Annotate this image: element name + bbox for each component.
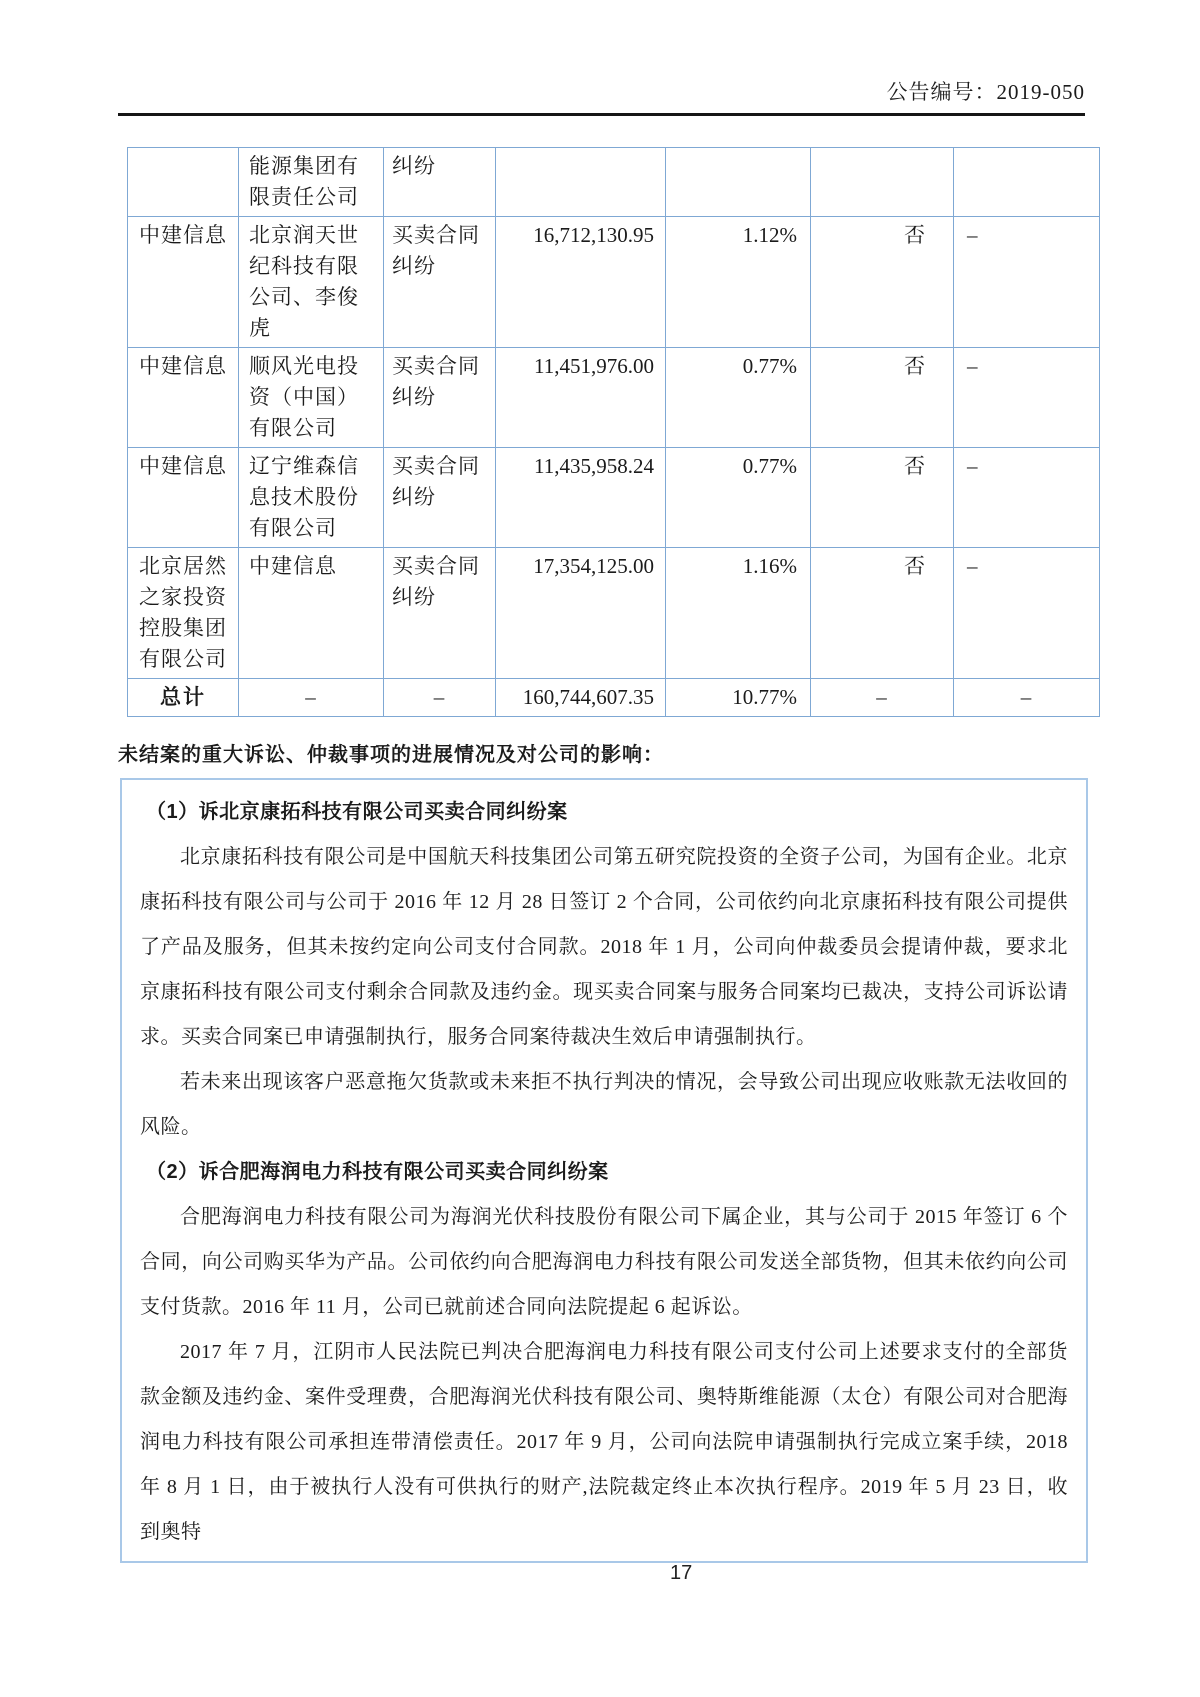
table-cell [128,148,239,217]
case-paragraph: 2017 年 7 月，江阴市人民法院已判决合肥海润电力科技有限公司支付公司上述要求支付的全部货款金额及违约金、案件受理费，合肥海润光伏科技有限公司、奥特斯维能源（太仓）有限公司对合肥海润电力科技有限公司承担连带清偿责任。2017 年 9 月，公司向法院申请强制执行完成立案手续，2018 年 8 月 1 日，由于被执行人没有可供执行的财产,法院裁定终止本次执行程序。2019 年 5 月 23 日，收到奥特 [140,1341,1068,1543]
table-cell: 16,712,130.95 [496,217,666,348]
table-cell: – [954,348,1100,448]
table-cell: 中建信息 [128,217,239,348]
table-cell: 否 [811,548,954,679]
table-cell: 1.16% [666,548,811,679]
table-cell [666,148,811,217]
table-cell: 11,451,976.00 [496,348,666,448]
table-cell: 10.77% [666,679,811,717]
announcement-number: 公告编号：2019-050 [886,80,1085,104]
litigation-progress-box [120,778,1088,1563]
table-cell: – [954,217,1100,348]
table-cell: 否 [811,217,954,348]
table-total-row [128,679,1100,717]
table-cell [496,148,666,217]
table-cell: – [384,679,496,717]
table-cell: – [954,448,1100,548]
table-cell: 辽宁维森信息技术股份有限公司 [239,448,384,548]
table-cell: 买卖合同纠纷 [384,217,496,348]
table-row [128,148,1100,217]
case-paragraph: 若未来出现该客户恶意拖欠货款或未来拒不执行判决的情况，会导致公司出现应收账款无法收回的风险。 [140,1071,1068,1138]
table-cell: – [811,679,954,717]
table-cell [954,148,1100,217]
table-cell: 北京润天世纪科技有限公司、李俊虎 [239,217,384,348]
case-heading: （1）诉北京康拓科技有限公司买卖合同纠纷案 [146,801,568,823]
lawsuit-table-body [128,148,1100,717]
header-rule [118,113,1085,116]
table-cell: 总计 [128,679,239,717]
table-cell: 11,435,958.24 [496,448,666,548]
table-cell: – [954,548,1100,679]
table-row [128,548,1100,679]
table-cell: 否 [811,448,954,548]
page-number: 17 [670,1562,693,1584]
case-paragraph: 北京康拓科技有限公司是中国航天科技集团公司第五研究院投资的全资子公司，为国有企业。北京康拓科技有限公司与公司于 2016 年 12 月 28 日签订 2 个合同，公司依约向北京康拓科技有限公司提供了产品及服务，但其未按约定向公司支付合同款。2018 年 1 月，公司向仲裁委员会提请仲裁，要求北京康拓科技有限公司支付剩余合同款及违约金。现买卖合同案与服务合同案均已裁决，支持公司诉讼请求。买卖合同案已申请强制执行，服务合同案待裁决生效后申请强制执行。 [140,846,1068,1048]
table-cell [811,148,954,217]
table-cell: 买卖合同纠纷 [384,448,496,548]
pending-litigation-heading: 未结案的重大诉讼、仲裁事项的进展情况及对公司的影响： [118,744,664,766]
table-cell: 0.77% [666,448,811,548]
table-cell: 17,354,125.00 [496,548,666,679]
table-cell: 否 [811,348,954,448]
table-cell: 北京居然之家投资控股集团有限公司 [128,548,239,679]
table-row [128,217,1100,348]
table-cell: 中建信息 [128,348,239,448]
table-cell: 顺风光电投资（中国）有限公司 [239,348,384,448]
case-heading: （2）诉合肥海润电力科技有限公司买卖合同纠纷案 [146,1161,609,1183]
table-cell: 0.77% [666,348,811,448]
table-cell: 买卖合同纠纷 [384,548,496,679]
lawsuit-table [127,147,1100,717]
table-cell: 中建信息 [128,448,239,548]
table-cell: – [239,679,384,717]
table-cell: 中建信息 [239,548,384,679]
table-cell: 1.12% [666,217,811,348]
table-cell: 买卖合同纠纷 [384,348,496,448]
table-row [128,448,1100,548]
case-paragraph: 合肥海润电力科技有限公司为海润光伏科技股份有限公司下属企业，其与公司于 2015 年签订 6 个合同，向公司购买华为产品。公司依约向合肥海润电力科技有限公司发送全部货物，但其未依约向公司支付货款。2016 年 11 月，公司已就前述合同向法院提起 6 起诉讼。 [140,1206,1068,1318]
table-cell: – [954,679,1100,717]
table-cell: 纠纷 [384,148,496,217]
table-row [128,348,1100,448]
table-cell: 能源集团有限责任公司 [239,148,384,217]
table-cell: 160,744,607.35 [496,679,666,717]
